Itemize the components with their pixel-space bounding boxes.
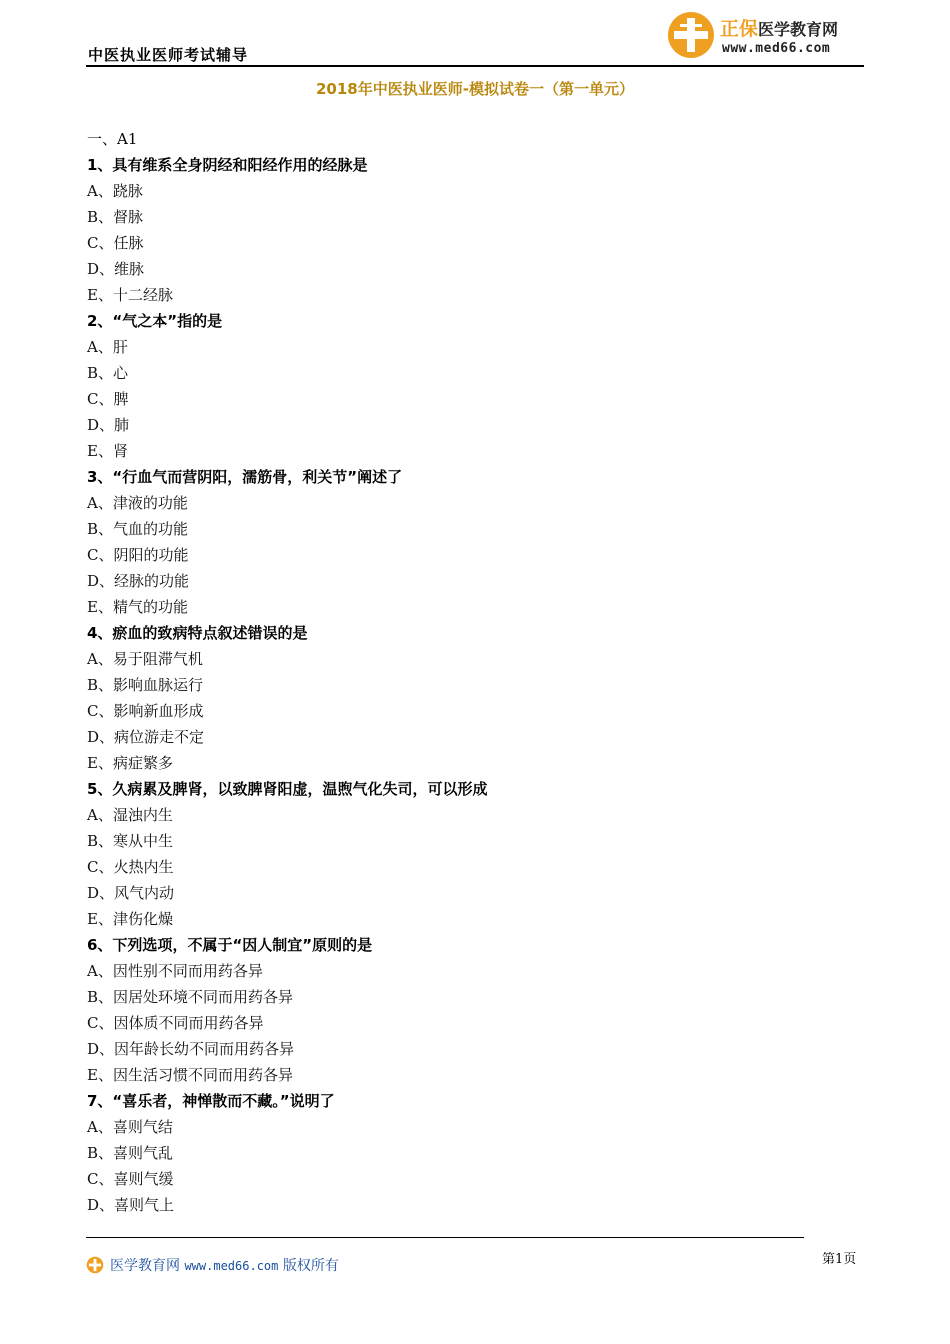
answer-option: A、跷脉 [87, 182, 143, 200]
brand-zb: 正保 [720, 18, 759, 40]
answer-option: C、阴阳的功能 [87, 546, 189, 564]
answer-option: A、因性别不同而用药各异 [87, 962, 263, 980]
answer-option: D、病位游走不定 [87, 728, 205, 746]
brand-logo [666, 8, 866, 62]
answer-option: D、喜则气上 [87, 1196, 175, 1214]
answer-option: A、湿浊内生 [87, 806, 173, 824]
header-divider [86, 65, 864, 67]
answer-option: D、风气内动 [87, 884, 175, 902]
answer-option: C、因体质不同而用药各异 [87, 1014, 264, 1032]
answer-option: B、喜则气乱 [87, 1144, 174, 1162]
answer-option: D、经脉的功能 [87, 572, 190, 590]
answer-option: C、影响新血形成 [87, 702, 204, 720]
page-header [86, 0, 864, 68]
answer-option: E、肾 [87, 442, 128, 460]
brand-url: www.med66.com [722, 41, 831, 56]
answer-option: E、精气的功能 [87, 598, 188, 616]
question-stem: 2、“气之本”指的是 [87, 312, 223, 330]
question-stem: 5、久病累及脾肾，以致脾肾阳虚，温煦气化失司，可以形成 [87, 780, 488, 798]
header-title: 中医执业医师考试辅导 [88, 46, 249, 64]
section-heading: 一、A1 [87, 130, 138, 148]
question-stem: 6、下列选项，不属于“因人制宜”原则的是 [87, 936, 373, 954]
answer-option: B、寒从中生 [87, 832, 174, 850]
brand-edu: 医学教育网 [758, 20, 839, 39]
answer-option: A、易于阻滞气机 [87, 650, 203, 668]
footer-logo-icon [86, 1256, 104, 1274]
document-title: 2018年中医执业医师-模拟试卷一（第一单元） [316, 80, 634, 98]
answer-option: C、脾 [87, 390, 129, 408]
answer-option: C、火热内生 [87, 858, 174, 876]
answer-option: B、因居处环境不同而用药各异 [87, 988, 294, 1006]
answer-option: B、心 [87, 364, 129, 382]
footer-brand: 医学教育网 [110, 1258, 180, 1274]
answer-option: B、气血的功能 [87, 520, 189, 538]
brand-name [720, 14, 838, 41]
answer-option: A、肝 [87, 338, 128, 356]
answer-option: E、因生活习惯不同而用药各异 [87, 1066, 293, 1084]
answer-option: E、病症繁多 [87, 754, 173, 772]
answer-option: E、津伤化燥 [87, 910, 173, 928]
answer-option: C、任脉 [87, 234, 144, 252]
footer-divider [86, 1237, 804, 1238]
question-stem: 4、瘀血的致病特点叙述错误的是 [87, 624, 308, 642]
question-stem: 1、具有维系全身阴经和阳经作用的经脉是 [87, 156, 368, 174]
answer-option: B、督脉 [87, 208, 144, 226]
answer-option: C、喜则气缓 [87, 1170, 174, 1188]
answer-option: D、维脉 [87, 260, 145, 278]
question-stem: 3、“行血气而营阴阳，濡筋骨，利关节”阐述了 [87, 468, 403, 486]
answer-option: D、肺 [87, 416, 130, 434]
cross-circle-logo-icon [666, 10, 716, 60]
footer-copyright [110, 1255, 339, 1275]
footer-url: www.med66.com [184, 1259, 279, 1273]
answer-option: A、津液的功能 [87, 494, 188, 512]
answer-option: B、影响血脉运行 [87, 676, 204, 694]
page-number: 第1页 [822, 1252, 857, 1267]
answer-option: D、因年龄长幼不同而用药各异 [87, 1040, 295, 1058]
footer-rights: 版权所有 [282, 1258, 339, 1274]
question-stem: 7、“喜乐者，神惮散而不藏。”说明了 [87, 1092, 335, 1110]
answer-option: A、喜则气结 [87, 1118, 173, 1136]
question-list [87, 126, 847, 1218]
answer-option: E、十二经脉 [87, 286, 173, 304]
